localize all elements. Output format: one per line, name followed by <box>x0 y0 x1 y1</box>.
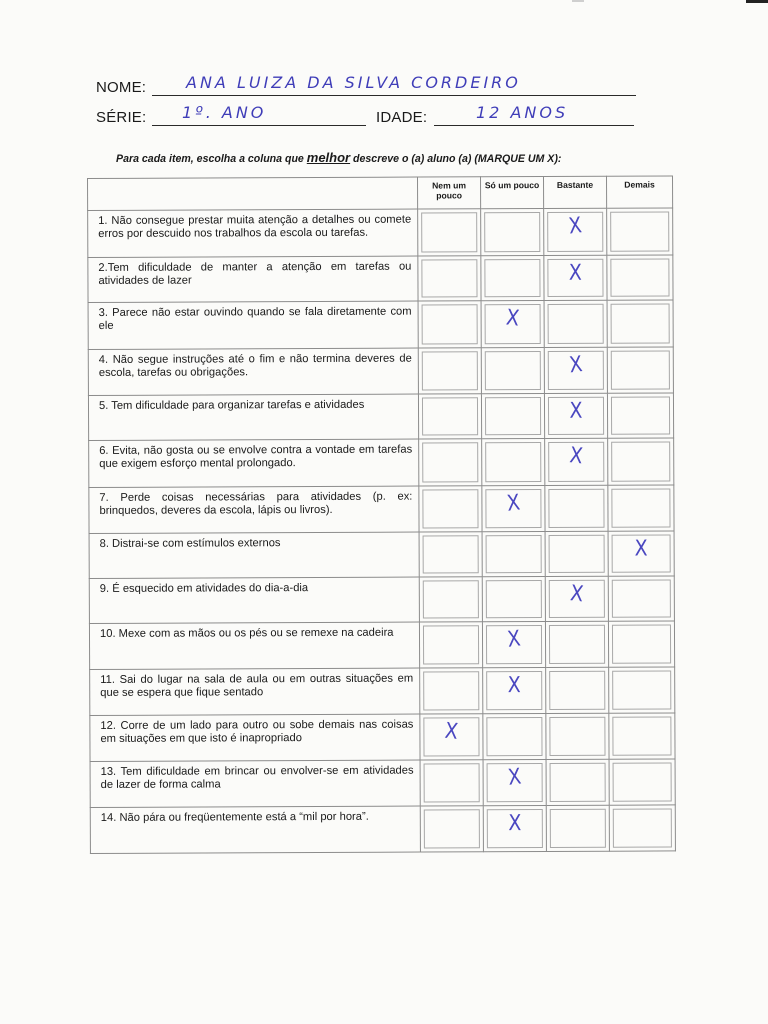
checkbox-frame <box>422 397 478 435</box>
table-row <box>89 576 674 624</box>
checkbox-nem-um-pouco[interactable] <box>419 439 482 486</box>
table-row <box>88 393 673 441</box>
x-mark: X <box>567 212 584 240</box>
checkbox-frame <box>612 670 671 709</box>
checkbox-bastante[interactable] <box>546 759 609 805</box>
checkbox-demais[interactable] <box>607 300 673 347</box>
table-row <box>90 667 675 716</box>
x-mark: X <box>504 304 521 332</box>
checkbox-demais[interactable] <box>607 347 673 393</box>
x-mark: X <box>508 810 522 836</box>
checkbox-nem-um-pouco[interactable] <box>418 209 481 256</box>
name-value[interactable]: ANA LUIZA DA SILVA CORDEIRO <box>186 73 521 92</box>
checkbox-bastante[interactable] <box>545 485 608 531</box>
checkbox-demais[interactable] <box>608 485 674 531</box>
checkbox-frame <box>612 579 671 617</box>
item-text: 6. Evita, não gosta ou se envolve contra a vontade em tarefas que exigem esforço mental prolongado. <box>89 439 419 487</box>
checkbox-so-um-pouco[interactable] <box>483 806 546 852</box>
x-mark: X <box>567 351 584 379</box>
checkbox-nem-um-pouco[interactable] <box>418 256 481 301</box>
scan-edge-mark <box>746 0 768 3</box>
checkbox-nem-um-pouco[interactable] <box>419 532 482 577</box>
serie-label: SÉRIE: <box>96 109 147 126</box>
item-text: 14. Não pára ou freqüentemente está a “mil por hora”. <box>90 806 420 853</box>
item-text: 12. Corre de um lado para outro ou sobe demais nas coisas em situações em que isto é inapropriado <box>90 714 420 761</box>
checkbox-demais[interactable] <box>608 576 674 621</box>
item-text: 9. É esquecido em atividades do dia-a-dia <box>89 577 419 623</box>
table-row <box>88 255 673 303</box>
table-header-row <box>88 176 673 211</box>
item-text: 3. Parece não estar ouvindo quando se fala diretamente com ele <box>88 301 418 349</box>
checkbox-frame <box>549 671 605 710</box>
checkbox-demais[interactable] <box>608 621 674 667</box>
x-mark: X <box>507 672 521 698</box>
checkbox-frame <box>422 351 478 390</box>
table-row <box>88 300 673 350</box>
checkbox-frame <box>421 212 477 252</box>
name-label: NOME: <box>96 79 147 96</box>
rating-table <box>87 175 676 854</box>
x-mark: X <box>568 442 584 470</box>
checkbox-so-um-pouco[interactable] <box>481 301 544 348</box>
checkbox-bastante[interactable] <box>544 208 607 255</box>
checkbox-nem-um-pouco[interactable] <box>420 714 483 760</box>
checkbox-frame <box>548 489 604 528</box>
checkbox-nem-um-pouco[interactable] <box>418 348 481 394</box>
idade-label: IDADE: <box>376 109 428 126</box>
checkbox-frame <box>484 259 540 297</box>
item-text: 1. Não consegue prestar muita atenção a detalhes ou comete erros por descuido nos trabalhos da escola ou tarefas. <box>88 209 418 257</box>
checkbox-demais[interactable] <box>608 531 674 576</box>
checkbox-frame <box>422 304 478 344</box>
checkbox-demais[interactable] <box>608 438 674 485</box>
checkbox-frame <box>422 489 478 528</box>
checkbox-frame <box>611 441 670 481</box>
x-mark: X <box>506 763 523 791</box>
x-mark: X <box>569 398 583 424</box>
serie-line <box>152 125 366 126</box>
checkbox-frame <box>486 717 542 756</box>
checkbox-so-um-pouco[interactable] <box>482 577 545 622</box>
checkbox-demais[interactable] <box>609 759 675 805</box>
col-header-nem-um-pouco: Nem um pouco <box>417 177 480 209</box>
checkbox-so-um-pouco[interactable] <box>481 209 544 256</box>
checkbox-demais[interactable] <box>609 805 675 851</box>
checkbox-frame <box>611 488 670 527</box>
checkbox-nem-um-pouco[interactable] <box>419 486 482 532</box>
x-mark: X <box>506 625 522 653</box>
instruction-after: descreve o (a) aluno (a) (MARQUE UM X): <box>350 153 562 165</box>
checkbox-nem-um-pouco[interactable] <box>419 577 482 622</box>
name-field <box>96 68 641 98</box>
x-mark: X <box>505 489 522 517</box>
checkbox-frame <box>422 442 478 482</box>
checkbox-frame <box>612 624 671 663</box>
col-header-so-um-pouco: Só um pouco <box>480 177 543 209</box>
scan-artifact <box>572 0 584 2</box>
x-mark: X <box>569 580 585 608</box>
idade-line <box>434 125 634 126</box>
x-mark: X <box>634 535 648 562</box>
item-text: 8. Distrai-se com estímulos externos <box>89 532 419 578</box>
item-text: 13. Tem dificuldade em brincar ou envolver-se em atividades de lazer de forma calma <box>90 760 420 807</box>
checkbox-frame <box>486 580 542 618</box>
checkbox-frame <box>610 211 669 251</box>
checkbox-bastante[interactable] <box>545 438 608 485</box>
checkbox-bastante[interactable] <box>545 576 608 621</box>
checkbox-nem-um-pouco[interactable] <box>418 301 481 348</box>
checkbox-so-um-pouco[interactable] <box>481 394 544 439</box>
checkbox-nem-um-pouco[interactable] <box>419 622 482 668</box>
idade-value[interactable]: 12 ANOS <box>476 103 569 122</box>
checkbox-bastante[interactable] <box>544 300 607 347</box>
checkbox-bastante[interactable] <box>545 621 608 667</box>
x-mark: X <box>443 718 460 745</box>
instruction-before: Para cada item, escolha a coluna que <box>116 153 307 165</box>
checkbox-demais[interactable] <box>609 667 675 713</box>
checkbox-frame <box>485 351 541 390</box>
item-text: 11. Sai do lugar na sala de aula ou em outras situações em que se espera que fique sentado <box>90 668 420 715</box>
checkbox-frame <box>485 442 541 482</box>
checkbox-frame <box>421 259 477 297</box>
table-row <box>89 531 674 579</box>
checkbox-so-um-pouco[interactable] <box>481 348 544 394</box>
serie-field <box>96 98 641 128</box>
checkbox-demais[interactable] <box>609 713 675 759</box>
checkbox-so-um-pouco[interactable] <box>482 532 545 577</box>
checkbox-bastante[interactable] <box>544 393 607 438</box>
table-row <box>89 485 674 534</box>
checkbox-bastante[interactable] <box>546 805 609 851</box>
checkbox-nem-um-pouco[interactable] <box>420 806 483 852</box>
checkbox-so-um-pouco[interactable] <box>482 439 545 486</box>
checkbox-bastante[interactable] <box>545 531 608 576</box>
checkbox-so-um-pouco[interactable] <box>482 486 545 532</box>
checkbox-frame <box>424 763 480 802</box>
checkbox-frame <box>485 397 541 435</box>
checkbox-frame <box>549 717 605 756</box>
checkbox-frame <box>548 304 604 344</box>
name-line <box>152 95 636 96</box>
checkbox-demais[interactable] <box>607 208 673 255</box>
item-text: 10. Mexe com as mãos ou os pés ou se remexe na cadeira <box>89 622 419 669</box>
checkbox-nem-um-pouco[interactable] <box>420 668 483 714</box>
table-row <box>90 805 675 854</box>
checkbox-frame <box>484 212 540 252</box>
table-row <box>88 208 673 258</box>
header-item-col <box>88 177 418 210</box>
checkbox-frame <box>423 671 479 710</box>
checkbox-demais[interactable] <box>607 255 673 300</box>
table-row <box>90 759 675 808</box>
checkbox-so-um-pouco[interactable] <box>483 760 546 806</box>
instruction-text <box>116 150 676 165</box>
item-text: 5. Tem dificuldade para organizar tarefas e atividades <box>88 394 418 440</box>
checkbox-bastante[interactable] <box>544 347 607 393</box>
checkbox-bastante[interactable] <box>546 713 609 759</box>
checkbox-frame <box>613 808 672 847</box>
checkbox-so-um-pouco[interactable] <box>483 668 546 714</box>
instruction-emphasis: melhor <box>306 150 351 165</box>
item-text: 4. Não segue instruções até o fim e não termina deveres de escola, tarefas ou obrigações. <box>88 348 418 395</box>
serie-value[interactable]: 1º. ANO <box>182 103 267 122</box>
checkbox-frame <box>611 303 670 343</box>
table-row <box>89 438 674 488</box>
col-header-demais: Demais <box>606 176 672 208</box>
checkbox-frame <box>550 763 606 802</box>
checkbox-nem-um-pouco[interactable] <box>418 394 481 439</box>
checkbox-frame <box>549 535 605 573</box>
item-text: 7. Perde coisas necessárias para atividades (p. ex: brinquedos, deveres da escola, lápis ou livros). <box>89 486 419 533</box>
checkbox-frame <box>486 535 542 573</box>
checkbox-frame <box>424 809 480 848</box>
checkbox-frame <box>612 716 671 755</box>
checkbox-frame <box>423 625 479 664</box>
checkbox-frame <box>610 258 669 296</box>
checkbox-so-um-pouco[interactable] <box>482 622 545 668</box>
checkbox-bastante[interactable] <box>544 255 607 300</box>
table-row <box>89 621 674 670</box>
table-row <box>88 347 673 396</box>
col-header-bastante: Bastante <box>543 176 606 208</box>
checkbox-frame <box>423 535 479 573</box>
checkbox-nem-um-pouco[interactable] <box>420 760 483 806</box>
checkbox-bastante[interactable] <box>546 667 609 713</box>
item-text: 2.Tem dificuldade de manter a atenção em tarefas ou atividades de lazer <box>88 256 418 302</box>
checkbox-frame <box>549 625 605 664</box>
checkbox-frame <box>423 580 479 618</box>
checkbox-frame <box>550 809 606 848</box>
checkbox-demais[interactable] <box>607 393 673 438</box>
x-mark: X <box>568 260 582 286</box>
checkbox-frame <box>613 762 672 801</box>
checkbox-frame <box>611 396 670 434</box>
checkbox-frame <box>611 350 670 389</box>
table-row <box>90 713 675 762</box>
checkbox-so-um-pouco[interactable] <box>483 714 546 760</box>
checkbox-so-um-pouco[interactable] <box>481 256 544 301</box>
